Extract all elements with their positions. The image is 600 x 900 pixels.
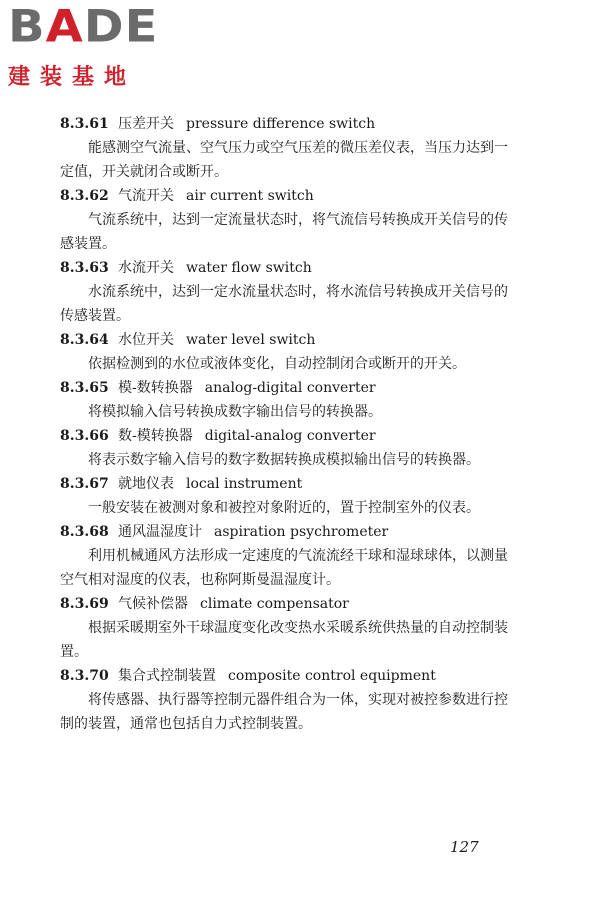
- entry-number: 8.3.67: [60, 476, 109, 492]
- entry-heading: [60, 112, 520, 136]
- entry-number: 8.3.65: [60, 380, 109, 396]
- entry-definition: 利用机械通风方法形成一定速度的气流流经干球和湿球球体，以测量空气相对湿度的仪表，也称阿斯曼温湿度计。: [60, 548, 508, 588]
- term-english: analog-digital converter: [204, 380, 376, 396]
- glossary-entry: [60, 424, 520, 472]
- term-chinese: 集合式控制装置: [118, 668, 216, 684]
- entry-heading: [60, 184, 520, 208]
- entry-definition: 根据采暖期室外干球温度变化改变热水采暖系统供热量的自动控制装置。: [60, 620, 508, 660]
- term-chinese: 气候补偿器: [118, 596, 188, 612]
- term-chinese: 水位开关: [118, 332, 174, 348]
- entry-number: 8.3.68: [60, 524, 109, 540]
- glossary-entry: [60, 184, 520, 256]
- entry-number: 8.3.69: [60, 596, 109, 612]
- entry-number: 8.3.64: [60, 332, 109, 348]
- term-english: water flow switch: [186, 260, 312, 276]
- entry-number: 8.3.61: [60, 116, 109, 132]
- term-english: pressure difference switch: [186, 116, 376, 132]
- term-english: climate compensator: [200, 596, 349, 612]
- term-chinese: 模-数转换器: [118, 380, 193, 396]
- term-english: water level switch: [186, 332, 316, 348]
- entry-number: 8.3.70: [60, 668, 109, 684]
- entry-heading: [60, 328, 520, 352]
- term-chinese: 气流开关: [118, 188, 174, 204]
- glossary-entry: [60, 664, 520, 736]
- entry-definition: 气流系统中，达到一定流量状态时，将气流信号转换成开关信号的传感装置。: [60, 212, 508, 252]
- glossary-entry: [60, 112, 520, 184]
- entry-heading: [60, 664, 520, 688]
- glossary-entry: [60, 376, 520, 424]
- term-chinese: 压差开关: [118, 116, 174, 132]
- entry-definition: 能感测空气流量、空气压力或空气压差的微压差仪表，当压力达到一定值，开关就闭合或断开。: [60, 140, 508, 180]
- entry-heading: [60, 592, 520, 616]
- glossary-content: [60, 112, 520, 736]
- entry-heading: [60, 472, 520, 496]
- watermark-letters-1: B: [8, 1, 46, 53]
- watermark-letter-a: A: [45, 1, 84, 53]
- entry-definition: 将表示数字输入信号的数字数据转换成模拟输出信号的转换器。: [88, 452, 480, 468]
- glossary-entry: [60, 472, 520, 520]
- entry-number: 8.3.66: [60, 428, 109, 444]
- term-chinese: 通风温湿度计: [118, 524, 202, 540]
- term-english: local instrument: [186, 476, 303, 492]
- entry-heading: [60, 376, 520, 400]
- term-chinese: 就地仪表: [118, 476, 174, 492]
- entry-heading: [60, 256, 520, 280]
- entry-number: 8.3.62: [60, 188, 109, 204]
- glossary-entry: [60, 520, 520, 592]
- page-number: 127: [450, 838, 479, 856]
- term-english: digital-analog converter: [204, 428, 376, 444]
- entry-definition: 将模拟输入信号转换成数字输出信号的转换器。: [88, 404, 382, 420]
- entry-number: 8.3.63: [60, 260, 109, 276]
- entry-definition: 依据检测到的水位或液体变化，自动控制闭合或断开的开关。: [88, 356, 466, 372]
- entry-definition: 将传感器、执行器等控制元器件组合为一体，实现对被控参数进行控制的装置，通常也包括自力式控制装置。: [60, 692, 508, 732]
- entry-heading: [60, 520, 520, 544]
- entry-definition: 一般安装在被测对象和被控对象附近的，置于控制室外的仪表。: [88, 500, 480, 516]
- term-english: air current switch: [186, 188, 314, 204]
- glossary-entry: [60, 328, 520, 376]
- watermark-logo: [8, 1, 178, 91]
- glossary-entry: [60, 256, 520, 328]
- term-english: aspiration psychrometer: [214, 524, 389, 540]
- entry-definition: 水流系统中，达到一定水流量状态时，将水流信号转换成开关信号的传感装置。: [60, 284, 508, 324]
- term-english: composite control equipment: [228, 668, 436, 684]
- watermark-subtitle: 建装基地: [8, 65, 137, 90]
- watermark-letters-2: DE: [83, 1, 159, 53]
- entry-heading: [60, 424, 520, 448]
- watermark-brand: [8, 1, 178, 53]
- glossary-entry: [60, 592, 520, 664]
- term-chinese: 水流开关: [118, 260, 174, 276]
- term-chinese: 数-模转换器: [118, 428, 193, 444]
